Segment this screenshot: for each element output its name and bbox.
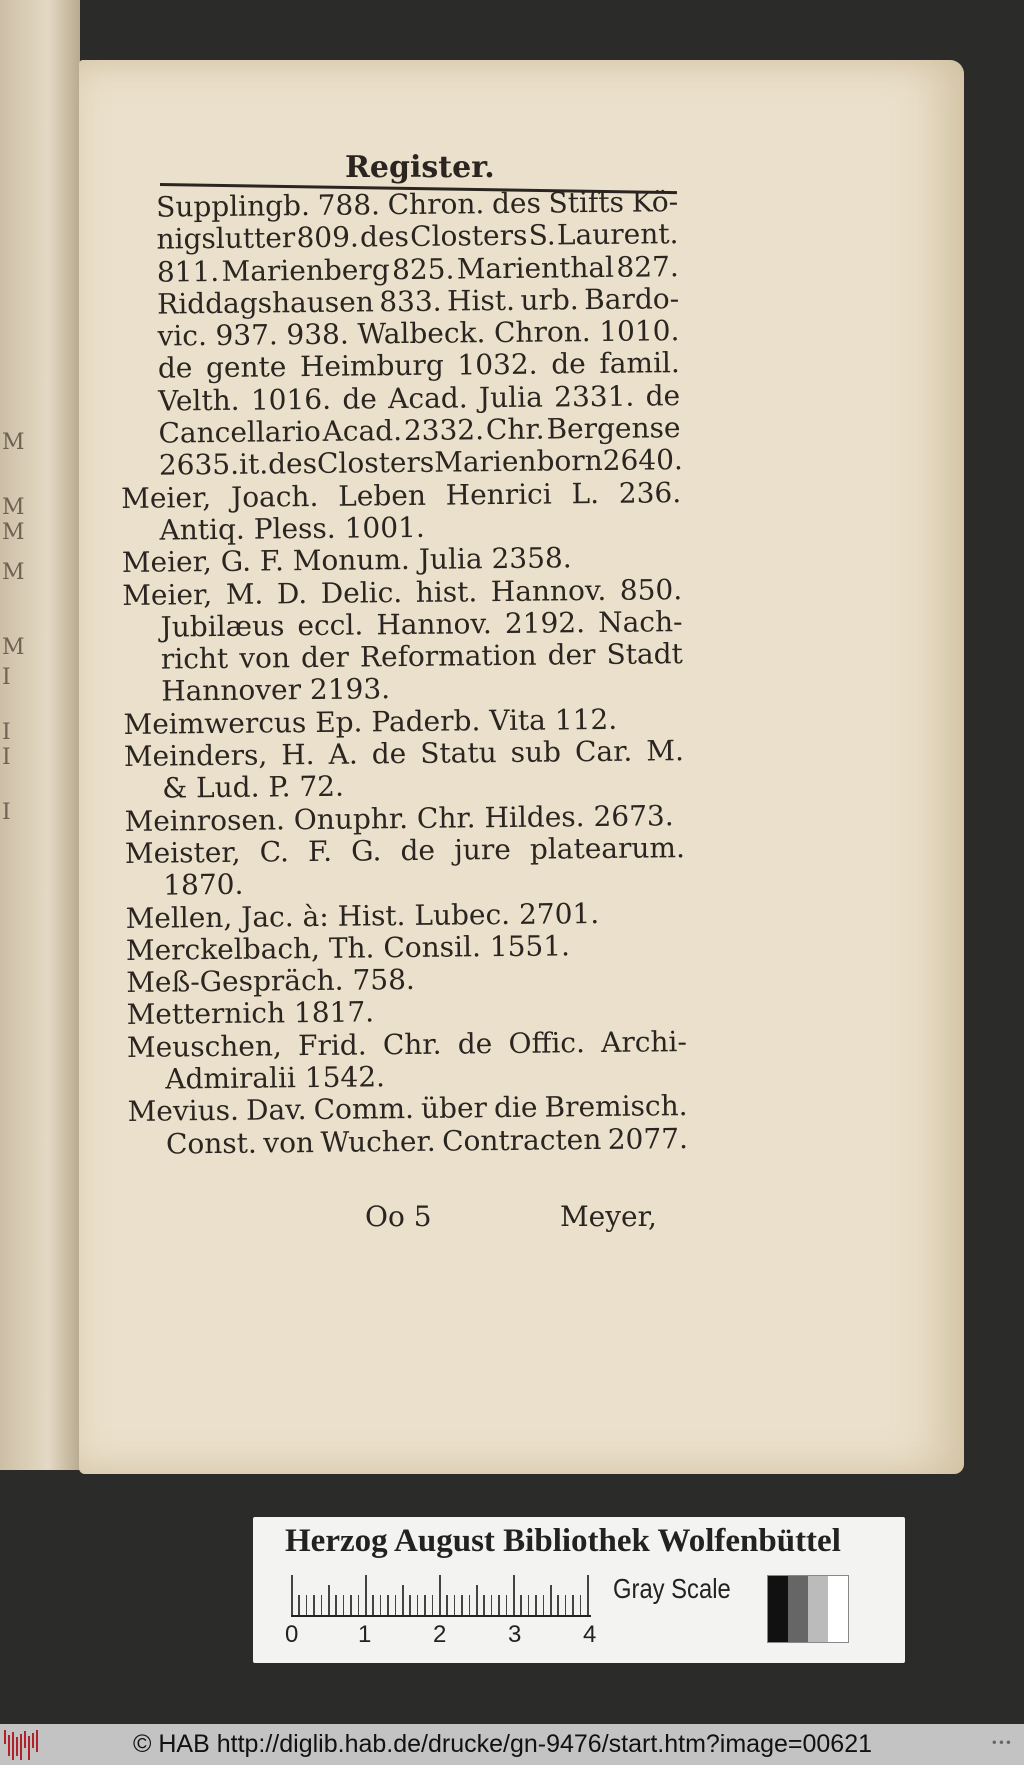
word: Julia (418, 542, 492, 577)
word: der (300, 640, 350, 675)
register-line (122, 606, 682, 644)
word: M. (646, 734, 685, 768)
word: Lud. (195, 770, 269, 805)
ruler-tick (298, 1595, 300, 1615)
word: Laurent. (556, 217, 679, 252)
word: Mellen, (125, 900, 242, 935)
word: 938. (286, 317, 349, 352)
word: à: (302, 899, 338, 933)
ruler-tick (439, 1575, 441, 1615)
word: Heimburg (299, 349, 444, 384)
word: die (493, 1090, 538, 1125)
ruler-tick (580, 1595, 582, 1615)
ruler-tick (543, 1595, 545, 1615)
word: Meier, (121, 480, 212, 515)
word: des (491, 186, 542, 221)
word: M. (225, 577, 264, 611)
ruler-tick (306, 1595, 308, 1615)
register-line (127, 1090, 687, 1128)
word: Dav. (245, 1093, 307, 1128)
word: Antiq. (159, 512, 254, 547)
margin-letter: M (2, 495, 25, 520)
word: 2673. (593, 798, 674, 833)
ruler-tick (387, 1595, 389, 1615)
word: richt (160, 642, 229, 676)
word: 937. (215, 318, 278, 353)
word: von (239, 641, 291, 675)
word: Meier, (122, 577, 213, 612)
word: Lubec. (414, 897, 520, 932)
word: Marienthal (456, 250, 615, 286)
word: Acad. (322, 414, 403, 448)
ruler-tick (565, 1595, 567, 1615)
word: Frid. (297, 1028, 367, 1062)
word: de (157, 351, 193, 386)
word: nigslutter (156, 221, 296, 256)
ruler-tick (313, 1595, 315, 1615)
word: Th. (328, 931, 384, 965)
word: der (547, 638, 596, 672)
word: Cancellario (158, 414, 321, 450)
ruler-tick (432, 1595, 434, 1615)
ruler-tick (528, 1595, 530, 1615)
ruler-tick (498, 1595, 500, 1615)
margin-letter: I (2, 745, 11, 770)
gray-scale-label: Gray Scale (613, 1573, 731, 1604)
ruler-tick (395, 1595, 397, 1615)
word: Admiralii (165, 1061, 305, 1096)
word: Onuphr. (293, 801, 418, 836)
ruler-tick (335, 1595, 337, 1615)
word: 72. (299, 770, 345, 804)
word: über (420, 1091, 488, 1126)
ruler-tick (461, 1595, 463, 1615)
word: platearum. (529, 831, 686, 866)
word: vic. (157, 319, 208, 353)
word: Velth. (158, 383, 240, 418)
word: & (162, 771, 197, 805)
ruler-tick (328, 1585, 330, 1615)
ruler-scale (291, 1575, 591, 1617)
word: 112. (554, 702, 618, 737)
word: Monum. (292, 543, 419, 578)
ruler-tick (469, 1595, 471, 1615)
ruler-tick (358, 1595, 360, 1615)
word: A. (328, 737, 358, 771)
word: 758. (352, 963, 416, 997)
ruler-tick (424, 1595, 426, 1615)
margin-letter: I (2, 720, 11, 745)
word: Ep. (315, 705, 372, 739)
word: 788. (317, 188, 381, 222)
signature-mark: Oo 5 (365, 1200, 432, 1233)
word: D. (276, 576, 308, 610)
margin-letter: I (2, 665, 11, 690)
ruler-tick (343, 1595, 345, 1615)
word: de (342, 382, 378, 416)
word: Riddagshausen (157, 285, 374, 321)
word: Jac. (240, 899, 303, 934)
ruler-tick (409, 1595, 411, 1615)
ruler-tick (321, 1595, 323, 1615)
word: 833. (379, 284, 442, 319)
word: Bergense (546, 411, 681, 446)
word: Chron. (493, 315, 591, 350)
adjacent-page-edge (0, 0, 80, 1470)
word: Meister, (124, 835, 241, 870)
word: 2701. (518, 896, 600, 931)
word: Leben (338, 478, 427, 513)
word: Contracten (441, 1122, 602, 1158)
word: Meinrosen. (124, 802, 295, 838)
word: gente (205, 350, 287, 385)
word: de (551, 347, 586, 381)
ruler-tick (572, 1595, 574, 1615)
hab-logo-icon (4, 1730, 44, 1760)
ruler-tick (446, 1595, 448, 1615)
word: Kö- (631, 185, 679, 219)
word: 1010. (599, 314, 680, 349)
word: Meß-Gespräch. (126, 963, 353, 1000)
word: S. (528, 218, 556, 252)
word: Nach- (597, 604, 683, 639)
word: 2635. (158, 448, 240, 482)
ruler-tick (557, 1595, 559, 1615)
ruler-tick (476, 1585, 478, 1615)
word: 811. (156, 254, 220, 289)
word: Pless. (253, 511, 345, 546)
word: G. (350, 834, 382, 868)
catchword: Meyer, (560, 1200, 657, 1233)
word: Stadt (606, 637, 684, 672)
word: Meier, (121, 545, 221, 580)
word: Vita (489, 703, 555, 737)
word: P. (268, 770, 300, 804)
word: 1870. (163, 867, 244, 902)
word: 2331. (553, 379, 635, 414)
scale-number: 3 (508, 1621, 522, 1648)
library-title: Herzog August Bibliothek Wolfenbüttel (285, 1523, 841, 1559)
ruler-tick (372, 1595, 374, 1615)
word: 850. (619, 572, 683, 607)
word: Marienborn (434, 444, 603, 480)
word: 2193. (309, 672, 391, 707)
word: 1551. (489, 929, 571, 963)
word: Offic. (508, 1025, 586, 1060)
word: Mevius. (127, 1094, 240, 1129)
word: Paderb. (371, 703, 490, 739)
ruler-tick (402, 1585, 404, 1615)
margin-letter: M (2, 635, 25, 660)
word: Delic. (320, 575, 403, 610)
word: Wucher. (320, 1124, 436, 1159)
word: Archi- (600, 1024, 688, 1059)
ruler-tick (454, 1595, 456, 1615)
word: Chron. (387, 187, 485, 222)
ruler-tick (506, 1595, 508, 1615)
ruler-tick (520, 1595, 522, 1615)
ruler-tick (513, 1575, 515, 1615)
word: F. (307, 834, 333, 868)
word: G. (220, 544, 261, 579)
word: Henrici (445, 477, 552, 512)
word: Hildes. (484, 799, 594, 834)
word: Merckelbach, (125, 931, 330, 967)
word: C. (259, 835, 290, 869)
word: 2077. (607, 1121, 689, 1156)
ruler-tick (535, 1595, 537, 1615)
word: 827. (616, 249, 679, 284)
word: Reformation (359, 638, 537, 674)
word: 809. (296, 220, 359, 255)
word: de (371, 737, 407, 771)
word: Hist. (337, 898, 415, 933)
word: Hist. (446, 283, 516, 318)
ruler-tick (380, 1595, 382, 1615)
word: Chr. (416, 800, 485, 835)
ruler-tick (417, 1595, 419, 1615)
word: Bremisch. (544, 1089, 688, 1124)
word: H. (281, 738, 315, 772)
word: 2640. (602, 443, 684, 478)
word: 2332. (403, 413, 485, 448)
word: de (400, 833, 436, 868)
ruler-tick (550, 1585, 552, 1615)
register-line (128, 1123, 688, 1161)
word: F. (259, 544, 293, 578)
word: Meinders, (123, 738, 268, 774)
word: 1016. (250, 382, 332, 417)
register-line (121, 477, 681, 515)
word: urb. (520, 283, 579, 317)
margin-letter: I (2, 800, 11, 825)
word: eccl. (297, 608, 364, 643)
word: des (267, 447, 318, 481)
register-line (127, 1026, 687, 1064)
ruler-tick (350, 1595, 352, 1615)
word: de (457, 1026, 493, 1061)
word: Chr. (485, 412, 545, 447)
scale-number: 0 (285, 1621, 299, 1648)
word: famil. (599, 346, 680, 381)
ruler-tick (291, 1575, 293, 1615)
word: Supplingb. (155, 188, 311, 224)
word: Car. (574, 734, 633, 769)
word: Chr. (382, 1027, 442, 1061)
scale-number: 2 (433, 1621, 447, 1648)
word: sub (510, 735, 562, 769)
margin-letter: M (2, 520, 25, 545)
gray-scale-swatch (767, 1575, 849, 1643)
word: Consil. (383, 929, 490, 965)
word: Acad. (388, 381, 468, 415)
source-url[interactable]: © HAB http://diglib.hab.de/drucke/gn-9476/start.htm?image=00621 (133, 1730, 873, 1758)
word: 1817. (293, 995, 375, 1030)
more-icon[interactable]: ••• (990, 1736, 1012, 1750)
register-line (125, 832, 685, 870)
word: Stifts (548, 185, 625, 220)
word: Marienberg (221, 252, 390, 288)
word: 1542. (304, 1060, 386, 1095)
ruler-tick (365, 1575, 367, 1615)
page-header: Register. (345, 150, 495, 185)
word: Closters (410, 219, 528, 254)
ruler-tick (491, 1595, 493, 1615)
word: Bardo- (584, 282, 680, 317)
word: Jubilæus (160, 609, 285, 644)
word: Meuschen, (126, 1029, 282, 1064)
margin-letter: M (2, 560, 25, 585)
word: 1032. (457, 348, 538, 382)
word: 1001. (344, 510, 425, 545)
word: Meimwercus (123, 705, 316, 741)
word: des (359, 220, 410, 254)
word: Hannover (161, 673, 311, 709)
color-calibration-card (253, 1517, 905, 1663)
word: Const. (165, 1126, 257, 1161)
word: Joach. (230, 479, 319, 514)
register-text (118, 186, 688, 1161)
scale-number: 4 (583, 1621, 597, 1648)
word: 2358. (491, 541, 572, 576)
word: Hannov. (376, 606, 492, 642)
scale-number: 1 (358, 1621, 372, 1648)
register-line (124, 735, 684, 773)
word: Metternich (126, 996, 295, 1032)
word: Comm. (313, 1092, 415, 1127)
word: Statu (420, 736, 497, 770)
word: Julia (478, 380, 543, 415)
word: 236. (618, 475, 682, 510)
register-line (119, 283, 679, 321)
footer-bar (0, 1724, 1024, 1765)
word: 2192. (504, 605, 586, 640)
word: 825. (391, 252, 455, 286)
margin-letter: M (2, 430, 25, 455)
word: Hannov. (490, 573, 607, 608)
word: de (645, 378, 681, 413)
word: it. (238, 447, 269, 482)
word: L. (571, 476, 600, 510)
word: Walbeck. (357, 316, 486, 351)
ruler-tick (587, 1575, 589, 1615)
word: von (263, 1125, 315, 1160)
word: Closters (316, 446, 435, 481)
ruler-tick (483, 1595, 485, 1615)
word: hist. (415, 574, 478, 609)
word: jure (453, 832, 511, 867)
